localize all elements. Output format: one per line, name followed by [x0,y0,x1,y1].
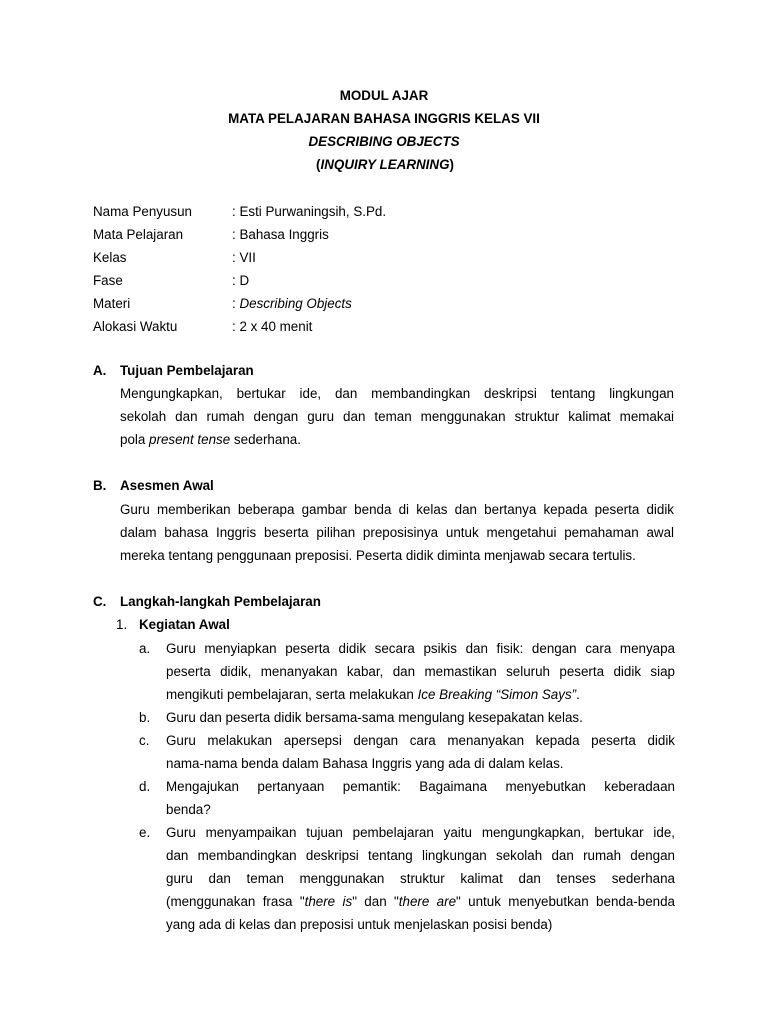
list-line: Mengajukan pertanyaan pemantik: Bagaimana menyebutkan keberadaan [166,779,675,794]
subject-title: MATA PELAJARAN BAHASA INGGRIS KELAS VII [228,111,540,126]
list-item [139,637,675,706]
paragraph-line: Mengungkapkan, bertukar ide, dan membandingkan deskripsi tentang lingkungan [120,386,674,401]
document-title-block [0,86,768,178]
paragraph-line: Guru memberikan beberapa gambar benda di kelas dan bertanya kepada peserta didik [120,502,674,517]
section-title: Asesmen Awal [120,478,214,493]
info-label: Alokasi Waktu [93,319,178,334]
activity-list [139,637,675,936]
section-title: Tujuan Pembelajaran [120,363,254,378]
list-marker: c. [139,733,150,748]
subsection-number: 1. [116,617,128,632]
list-line: Guru menyampaikan tujuan pembelajaran yaitu mengungkapkan, bertukar ide, [166,825,675,840]
subsection-title: Kegiatan Awal [139,617,230,632]
module-title: MODUL AJAR [339,88,429,103]
list-line: peserta didik, menanyakan kabar, dan memastikan seluruh peserta didik siap [166,664,675,679]
info-value: : 2 x 40 menit [232,319,313,334]
list-line: dan membandingkan deskripsi tentang lingkungan sekolah dan rumah dengan [166,848,675,863]
list-line: benda? [166,802,211,817]
info-row-material [93,294,386,317]
section-b-paragraph [120,498,674,567]
section-title: Langkah-langkah Pembelajaran [120,594,321,609]
info-label: Mata Pelajaran [93,227,184,242]
list-line: yang ada di kelas dan preposisi untuk menjelaskan posisi benda) [166,917,553,932]
list-item [139,729,675,775]
info-value: : Esti Purwaningsih, S.Pd. [232,204,387,219]
list-item [139,706,675,729]
section-c-heading [93,592,321,612]
list-item [139,775,675,821]
section-letter: C. [93,594,107,609]
info-label: Fase [93,273,123,288]
info-row-author [93,202,386,225]
info-value: Describing Objects [239,296,352,311]
info-value: : D [232,273,250,288]
list-marker: e. [139,825,151,840]
list-line: guru dan teman menggunakan struktur kalimat dan tenses sederhana [166,871,675,886]
list-marker: b. [139,710,151,725]
paragraph-line: sekolah dan rumah dengan guru dan teman menggunakan struktur kalimat memakai [120,409,674,424]
info-colon: : [232,296,240,311]
info-value: : Bahasa Inggris [232,227,329,242]
paragraph-line: pola present tense sederhana. [120,432,301,447]
section-a-heading [93,361,254,381]
list-marker: a. [139,641,151,656]
info-row-subject [93,225,386,248]
list-marker: d. [139,779,151,794]
info-row-duration [93,317,386,340]
info-value: : VII [232,250,256,265]
info-label: Nama Penyusun [93,204,192,219]
info-label: Materi [93,296,131,311]
list-item [139,821,675,936]
method-title: (INQUIRY LEARNING) [316,157,454,172]
list-line: mengikuti pembelajaran, serta melakukan Ice Breaking “Simon Says”. [166,687,580,702]
list-line: Guru menyiapkan peserta didik secara psikis dan fisik: dengan cara menyapa [166,641,675,656]
list-line: (menggunakan frasa "there is" dan "there are" untuk menyebutkan benda-benda [166,894,675,909]
info-row-phase [93,271,386,294]
info-label: Kelas [93,250,127,265]
paragraph-line: dalam bahasa Inggris beserta pilihan preposisinya untuk mengetahui pemahaman awal [120,525,674,540]
topic-title: DESCRIBING OBJECTS [308,134,460,149]
list-line: Guru dan peserta didik bersama-sama mengulang kesepakatan kelas. [166,710,583,725]
list-line: nama-nama benda dalam Bahasa Inggris yang ada di dalam kelas. [166,756,564,771]
section-letter: A. [93,363,107,378]
section-letter: B. [93,478,107,493]
section-a-paragraph [120,382,674,451]
subsection-1-heading [116,615,230,635]
section-b-heading [93,476,214,496]
list-line: Guru melakukan apersepsi dengan cara menanyakan kepada peserta didik [166,733,675,748]
paragraph-line: mereka tentang penggunaan preposisi. Peserta didik diminta menjawab secara tertulis. [120,548,636,563]
module-info-table [93,202,386,340]
info-row-class [93,248,386,271]
